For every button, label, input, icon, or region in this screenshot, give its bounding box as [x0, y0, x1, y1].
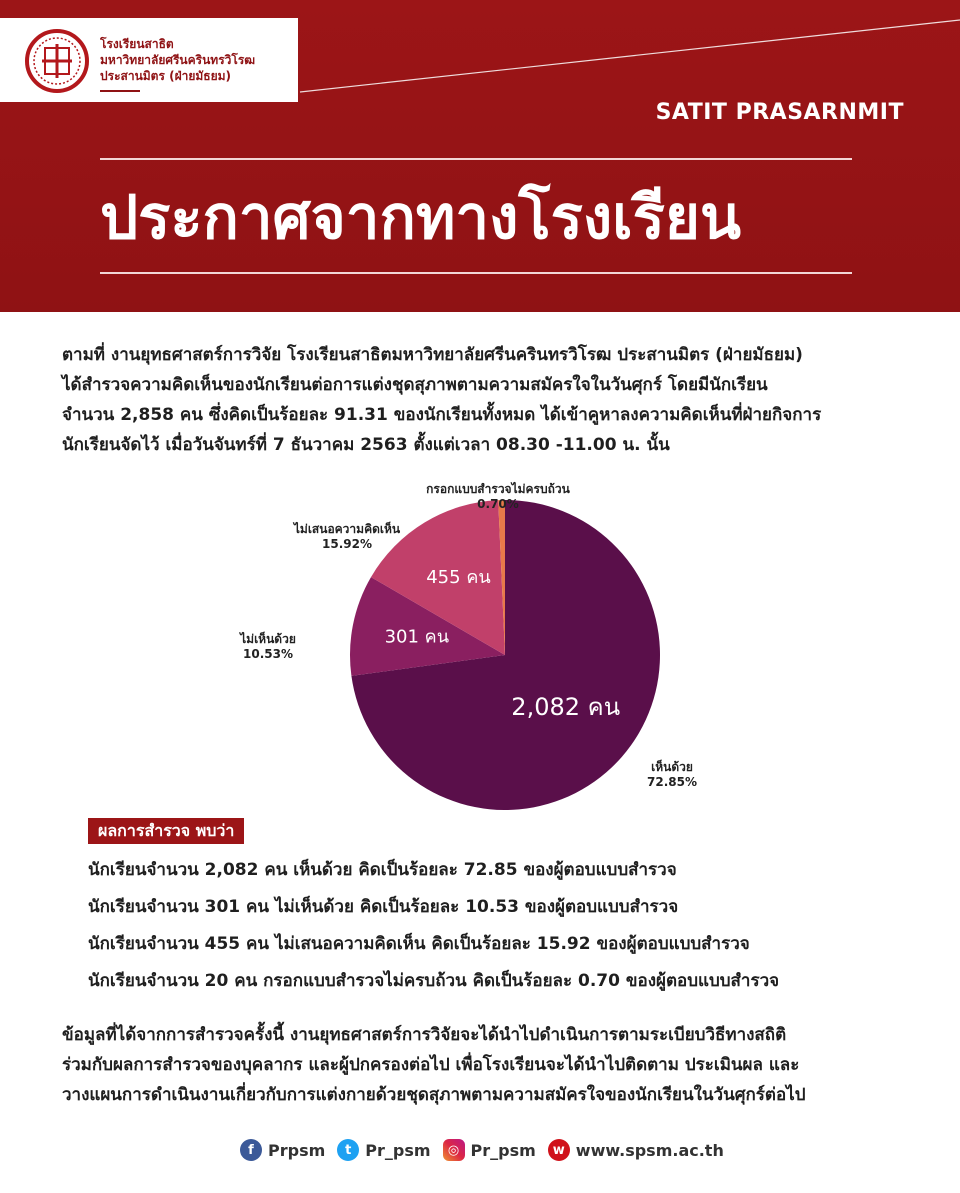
twitter-link[interactable] [337, 1139, 430, 1161]
conclusion-line: ข้อมูลที่ได้จากการสำรวจครั้งนี้ งานยุทธศาสตร์การวิจัยจะได้นำไปดำเนินการตามระเบียบวิธีทางสถิติ [62, 1025, 787, 1045]
percent-label: 10.53% [243, 647, 293, 661]
school-seal-icon [24, 28, 90, 94]
school-logo-card [0, 18, 298, 102]
intro-line: จำนวน 2,858 คน ซึ่งคิดเป็นร้อยละ 91.31 ของนักเรียนทั้งหมด ได้เข้าคูหาลงความคิดเห็นที่ฝ่ายกิจการ [62, 405, 822, 425]
legend-label-agree [622, 760, 722, 790]
website-link[interactable] [548, 1139, 724, 1161]
percent-label: 0.70% [477, 497, 519, 511]
legend-label-disagree [218, 632, 318, 662]
instagram-icon: ◎ [443, 1139, 465, 1161]
conclusion-line: ร่วมกับผลการสำรวจของบุคลากร และผู้ปกครองต่อไป เพื่อโรงเรียนจะได้นำไปติดตาม ประเมินผล และ [62, 1055, 800, 1075]
intro-paragraph [62, 340, 932, 460]
logo-underline [100, 90, 140, 92]
survey-pie-chart [220, 470, 740, 810]
result-line: นักเรียนจำนวน 20 คน กรอกแบบสำรวจไม่ครบถ้วน คิดเป็นร้อยละ 0.70 ของผู้ตอบแบบสำรวจ [88, 971, 780, 991]
result-line: นักเรียนจำนวน 301 คน ไม่เห็นด้วย คิดเป็นร้อยละ 10.53 ของผู้ตอบแบบสำรวจ [88, 897, 679, 917]
headline-rule-bottom [100, 272, 852, 274]
category-name: เห็นด้วย [651, 760, 693, 774]
result-line: นักเรียนจำนวน 2,082 คน เห็นด้วย คิดเป็นร้อยละ 72.85 ของผู้ตอบแบบสำรวจ [88, 860, 677, 880]
school-name-line-2: มหาวิทยาลัยศรีนครินทรวิโรฒ [100, 53, 256, 67]
intro-line: ตามที่ งานยุทธศาสตร์การวิจัย โรงเรียนสาธิตมหาวิทยาลัยศรีนครินทรวิโรฒ ประสานมิตร (ฝ่ายมัธยม) [62, 345, 803, 365]
legend-label-incomplete [398, 482, 598, 512]
slice-value-label: 301 คน [384, 626, 450, 648]
conclusion-paragraph [62, 1020, 922, 1110]
category-name: กรอกแบบสำรวจไม่ครบถ้วน [426, 482, 570, 496]
header-banner [0, 0, 960, 312]
page-title: ประกาศจากทางโรงเรียน [100, 183, 742, 253]
instagram-link[interactable] [443, 1139, 536, 1161]
facebook-handle: Prpsm [268, 1140, 326, 1160]
school-name-line-1: โรงเรียนสาธิต [100, 37, 174, 51]
instagram-handle: Pr_psm [470, 1140, 536, 1160]
slice-value-label: 2,082 คน [511, 693, 621, 722]
facebook-link[interactable] [240, 1139, 325, 1161]
slice-value-label: 455 คน [426, 567, 491, 589]
twitter-icon: t [337, 1139, 359, 1161]
percent-label: 72.85% [647, 775, 697, 789]
results-list [88, 852, 908, 1000]
school-name-line-3: ประสานมิตร (ฝ่ายมัธยม) [100, 69, 232, 83]
results-badge: ผลการสำรวจ พบว่า [88, 818, 244, 844]
conclusion-line: วางแผนการดำเนินงานเกี่ยวกับการแต่งกายด้วยชุดสุภาพตามความสมัครใจของนักเรียนในวันศุกร์ต่อไป [62, 1085, 806, 1105]
website-icon: w [548, 1139, 570, 1161]
category-name: ไม่เห็นด้วย [240, 632, 296, 646]
website-url: www.spsm.ac.th [575, 1140, 724, 1160]
result-line: นักเรียนจำนวน 455 คน ไม่เสนอความคิดเห็น คิดเป็นร้อยละ 15.92 ของผู้ตอบแบบสำรวจ [88, 934, 750, 954]
school-name [100, 36, 292, 84]
percent-label: 15.92% [322, 537, 372, 551]
intro-line: ได้สำรวจความคิดเห็นของนักเรียนต่อการแต่งชุดสุภาพตามความสมัครใจในวันศุกร์ โดยมีนักเรียน [62, 375, 768, 395]
twitter-handle: Pr_psm [365, 1140, 431, 1160]
intro-line: นักเรียนจัดไว้ เมื่อวันจันทร์ที่ 7 ธันวาคม 2563 ตั้งแต่เวลา 08.30 -11.00 น. นั้น [62, 435, 670, 455]
facebook-icon: f [240, 1139, 262, 1161]
legend-label-no-opinion [272, 522, 422, 552]
brand-name: SATIT PRASARNMIT [655, 100, 904, 125]
category-name: ไม่เสนอความคิดเห็น [293, 522, 401, 536]
social-footer [240, 1136, 730, 1164]
headline-rule-top [100, 158, 852, 160]
